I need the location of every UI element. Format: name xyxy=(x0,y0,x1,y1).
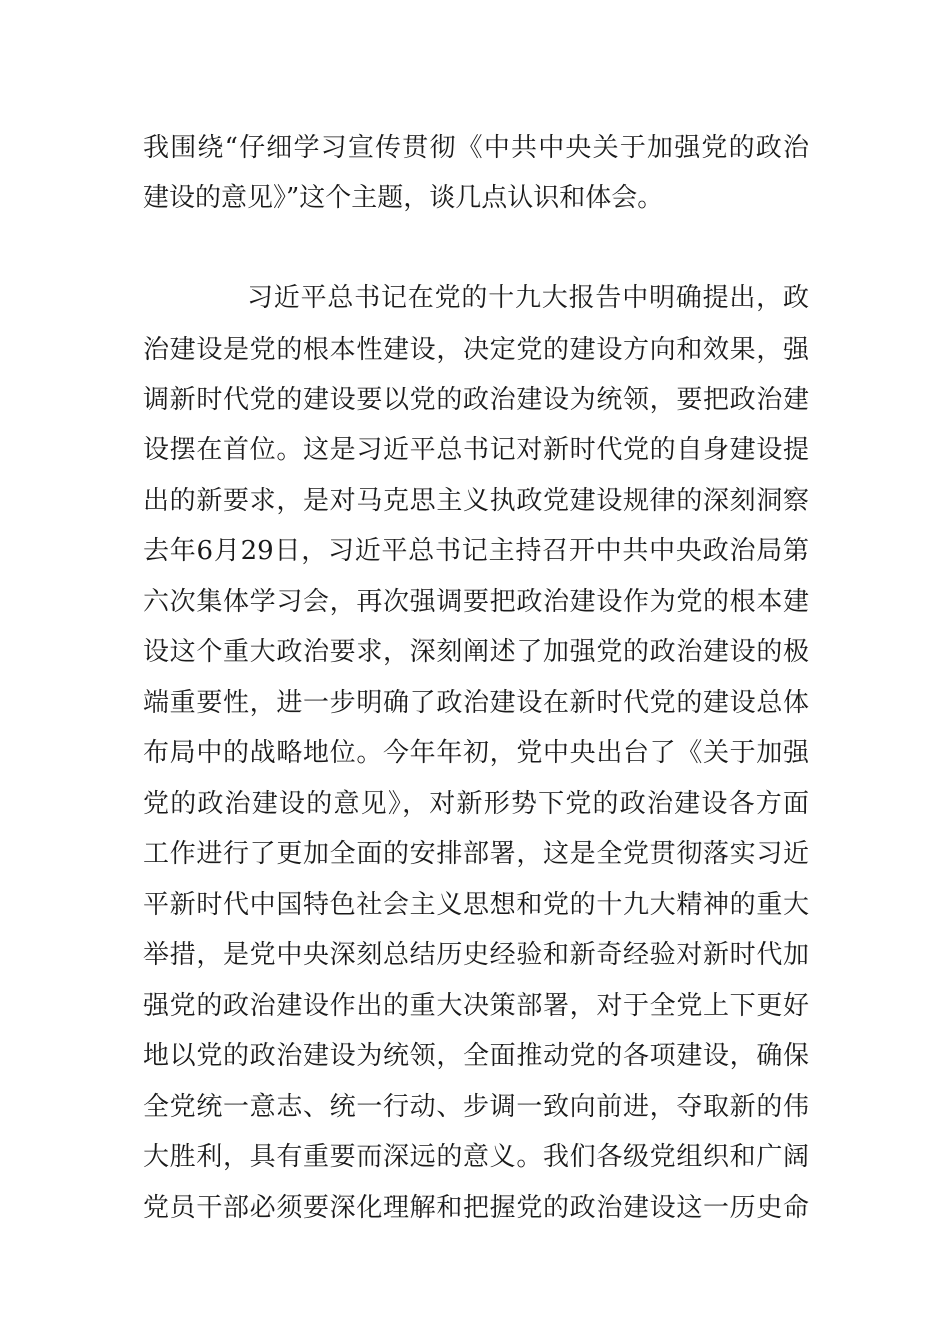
text-line: 布局中的战略地位。今年年初，党中央出台了《关于加强 xyxy=(143,738,809,768)
text-line: 去年6月29日，习近平总书记主持召开中共中央政治局第 xyxy=(143,536,809,566)
text-line: 平新时代中国特色社会主义思想和党的十九大精神的重大 xyxy=(143,890,809,920)
text-line: 六次集体学习会，再次强调要把政治建设作为党的根本建 xyxy=(143,587,809,617)
text-line: 设摆在首位。这是习近平总书记对新时代党的自身建设提 xyxy=(143,435,809,465)
text-line: 设这个重大政治要求，深刻阐述了加强党的政治建设的极 xyxy=(143,637,809,667)
text-line: 端重要性，进一步明确了政治建设在新时代党的建设总体 xyxy=(143,688,809,718)
text-line: 举措，是党中央深刻总结历史经验和新奇经验对新时代加 xyxy=(143,940,809,970)
text-line: 强党的政治建设作出的重大决策部署，对于全党上下更好 xyxy=(143,991,809,1021)
text-line: 治建设是党的根本性建设，决定党的建设方向和效果，强 xyxy=(143,335,809,365)
text-line: 党的政治建设的意见》，对新形势下党的政治建设各方面 xyxy=(143,789,809,819)
text-line: 调新时代党的建设要以党的政治建设为统领，要把政治建 xyxy=(143,385,809,415)
text-line: 大胜利，具有重要而深远的意义。我们各级党组织和广阔 xyxy=(143,1142,809,1172)
text-line: 建设的意见》”这个主题，谈几点认识和体会。 xyxy=(143,183,664,213)
text-line: 党员干部必须要深化理解和把握党的政治建设这一历史命 xyxy=(143,1193,809,1223)
text-line: 工作进行了更加全面的安排部署，这是全党贯彻落实习近 xyxy=(143,839,809,869)
text-line: 地以党的政治建设为统领，全面推动党的各项建设，确保 xyxy=(143,1041,809,1071)
paragraph-first-line: 习近平总书记在党的十九大报告中明确提出，政 xyxy=(247,283,809,313)
text-line: 全党统一意志、统一行动、步调一致向前进，夺取新的伟 xyxy=(143,1092,809,1122)
text-line: 我围绕“仔细学习宣传贯彻《中共中央关于加强党的政治 xyxy=(143,133,809,163)
text-line: 出的新要求，是对马克思主义执政党建设规律的深刻洞察 xyxy=(143,486,809,516)
